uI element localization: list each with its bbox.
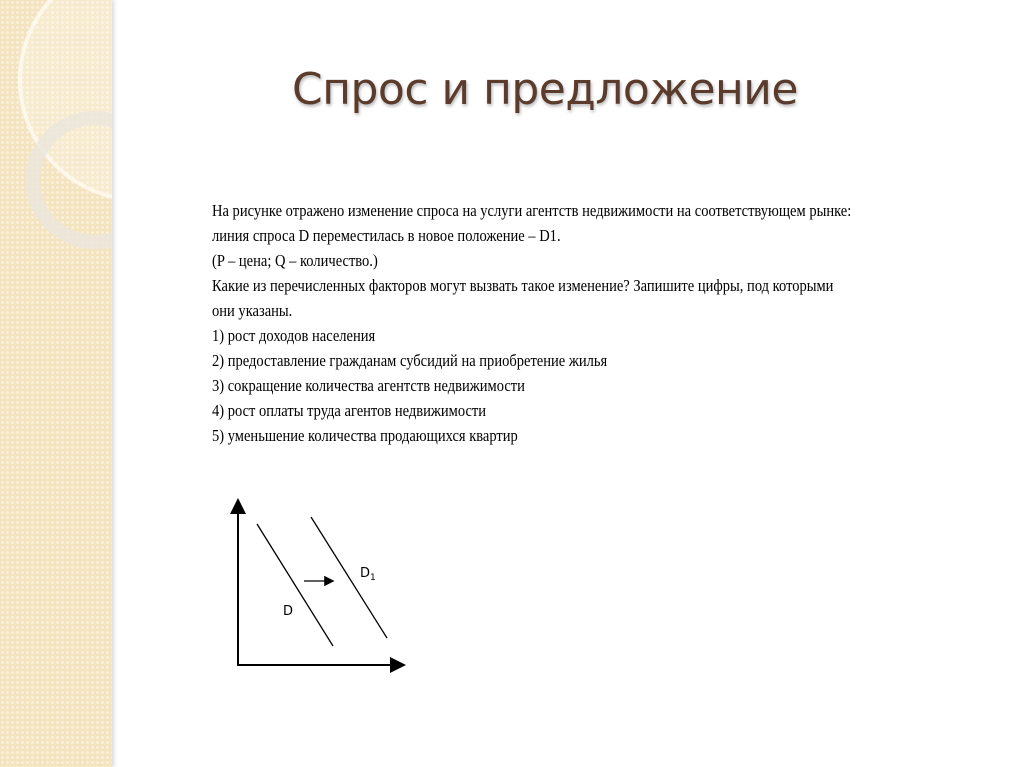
option-5: 5) уменьшение количества продающихся квартир	[212, 426, 518, 445]
text-line: (P – цена; Q – количество.)	[212, 251, 378, 270]
option-4: 4) рост оплаты труда агентов недвижимости	[212, 401, 487, 420]
text-line: они указаны.	[212, 301, 293, 320]
decorative-sidebar	[0, 0, 112, 767]
decorative-circles	[0, 0, 112, 767]
label-d: D	[283, 604, 294, 619]
demand-line-d	[257, 524, 333, 646]
question-text	[212, 198, 916, 448]
text-line: Какие из перечисленных факторов могут вызвать такое изменение? Запишите цифры, под которыми	[212, 276, 834, 295]
label-d1: $D_1$	[360, 566, 376, 583]
option-2: 2) предоставление гражданам субсидий на приобретение жилья	[212, 351, 608, 370]
slide-title: Спрос и предложение	[292, 64, 798, 115]
option-3: 3) сокращение количества агентств недвижимости	[212, 376, 525, 395]
demand-shift-diagram	[220, 490, 420, 680]
option-1: 1) рост доходов населения	[212, 326, 376, 345]
text-line: На рисунке отражено изменение спроса на услуги агентств недвижимости на соответствующем рынке:	[212, 201, 852, 220]
text-line: линия спроса D переместилась в новое положение – D1.	[212, 226, 561, 245]
